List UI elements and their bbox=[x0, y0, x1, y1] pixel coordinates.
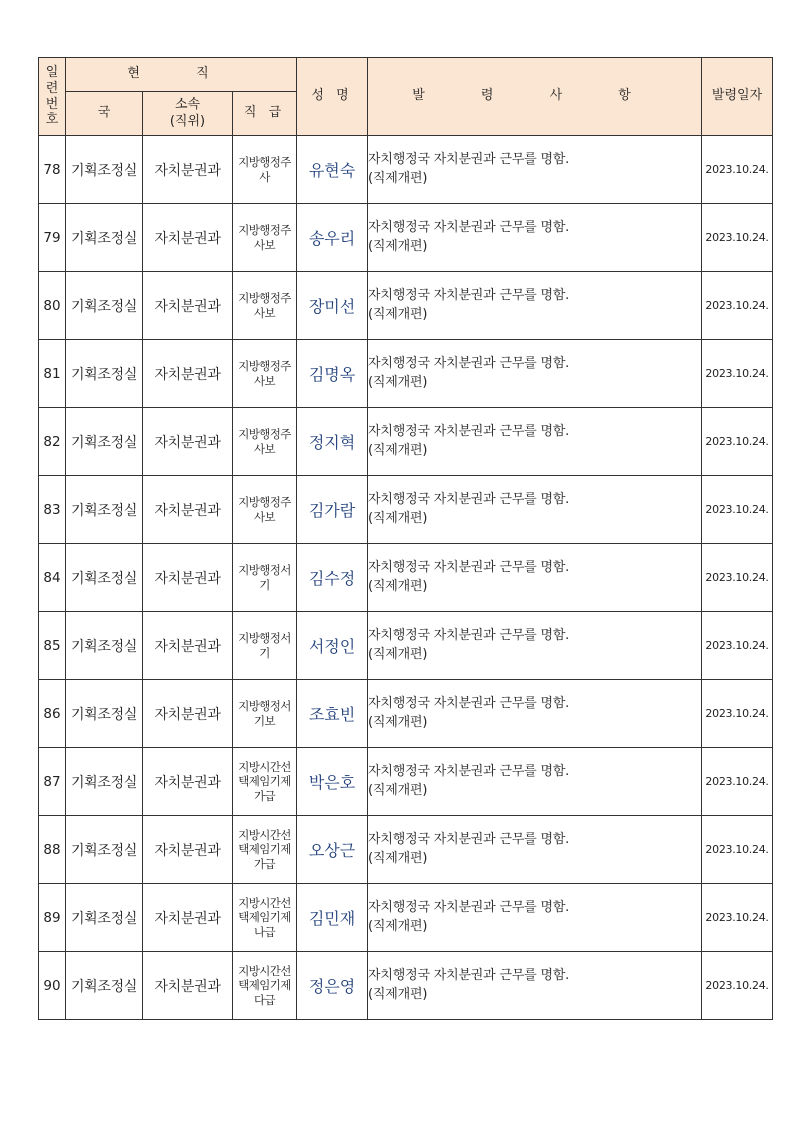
order-text: 자치행정국 자치분권과 근무를 명함. bbox=[368, 491, 570, 507]
row-team: 자치분권과 bbox=[143, 476, 233, 544]
row-order bbox=[368, 952, 702, 1020]
order-note: (직제개편) bbox=[368, 238, 428, 254]
table-row bbox=[39, 204, 773, 272]
row-bureau: 기획조정실 bbox=[66, 544, 143, 612]
row-bureau: 기획조정실 bbox=[66, 748, 143, 816]
row-date: 2023.10.24. bbox=[702, 952, 773, 1020]
row-name: 김민재 bbox=[297, 884, 368, 952]
row-name: 조효빈 bbox=[297, 680, 368, 748]
row-grade: 지방행정주사보 bbox=[233, 272, 297, 340]
row-team: 자치분권과 bbox=[143, 544, 233, 612]
row-team: 자치분권과 bbox=[143, 952, 233, 1020]
table-row bbox=[39, 612, 773, 680]
order-note: (직제개편) bbox=[368, 782, 428, 798]
order-text: 자치행정국 자치분권과 근무를 명함. bbox=[368, 423, 570, 439]
row-order bbox=[368, 544, 702, 612]
row-name: 박은호 bbox=[297, 748, 368, 816]
row-number: 89 bbox=[39, 884, 66, 952]
row-order bbox=[368, 408, 702, 476]
row-number: 88 bbox=[39, 816, 66, 884]
row-bureau: 기획조정실 bbox=[66, 952, 143, 1020]
row-date: 2023.10.24. bbox=[702, 612, 773, 680]
table-row bbox=[39, 340, 773, 408]
order-text: 자치행정국 자치분권과 근무를 명함. bbox=[368, 763, 570, 779]
row-grade: 지방행정서기 bbox=[233, 544, 297, 612]
order-note: (직제개편) bbox=[368, 578, 428, 594]
table-row bbox=[39, 816, 773, 884]
row-date: 2023.10.24. bbox=[702, 680, 773, 748]
row-number: 83 bbox=[39, 476, 66, 544]
order-note: (직제개편) bbox=[368, 918, 428, 934]
serial-number-label: 일련번호 bbox=[45, 65, 59, 128]
row-order bbox=[368, 476, 702, 544]
row-order bbox=[368, 748, 702, 816]
row-number: 80 bbox=[39, 272, 66, 340]
row-bureau: 기획조정실 bbox=[66, 816, 143, 884]
grade-header: 직 급 bbox=[233, 92, 297, 136]
row-team: 자치분권과 bbox=[143, 408, 233, 476]
date-header: 발령일자 bbox=[702, 58, 773, 136]
row-bureau: 기획조정실 bbox=[66, 136, 143, 204]
row-name: 정은영 bbox=[297, 952, 368, 1020]
table-row bbox=[39, 476, 773, 544]
row-bureau: 기획조정실 bbox=[66, 680, 143, 748]
row-name: 김명옥 bbox=[297, 340, 368, 408]
row-team: 자치분권과 bbox=[143, 748, 233, 816]
row-grade: 지방시간선택제임기제다급 bbox=[233, 952, 297, 1020]
order-note: (직제개편) bbox=[368, 170, 428, 186]
order-note: (직제개편) bbox=[368, 646, 428, 662]
table-body bbox=[39, 136, 773, 1020]
order-note: (직제개편) bbox=[368, 714, 428, 730]
row-date: 2023.10.24. bbox=[702, 408, 773, 476]
row-order bbox=[368, 204, 702, 272]
row-bureau: 기획조정실 bbox=[66, 204, 143, 272]
row-order bbox=[368, 680, 702, 748]
row-team: 자치분권과 bbox=[143, 340, 233, 408]
row-date: 2023.10.24. bbox=[702, 476, 773, 544]
row-bureau: 기획조정실 bbox=[66, 476, 143, 544]
row-grade: 지방시간선택제임기제가급 bbox=[233, 816, 297, 884]
row-number: 84 bbox=[39, 544, 66, 612]
order-note: (직제개편) bbox=[368, 850, 428, 866]
personnel-order-table bbox=[38, 57, 773, 1020]
row-bureau: 기획조정실 bbox=[66, 884, 143, 952]
order-note: (직제개편) bbox=[368, 374, 428, 390]
order-text: 자치행정국 자치분권과 근무를 명함. bbox=[368, 559, 570, 575]
row-number: 90 bbox=[39, 952, 66, 1020]
row-name: 장미선 bbox=[297, 272, 368, 340]
row-order bbox=[368, 884, 702, 952]
row-date: 2023.10.24. bbox=[702, 884, 773, 952]
order-text: 자치행정국 자치분권과 근무를 명함. bbox=[368, 355, 570, 371]
row-name: 정지혁 bbox=[297, 408, 368, 476]
row-number: 78 bbox=[39, 136, 66, 204]
current-post-header: 현 직 bbox=[66, 58, 297, 92]
table-row bbox=[39, 680, 773, 748]
table-row bbox=[39, 748, 773, 816]
row-number: 81 bbox=[39, 340, 66, 408]
row-grade: 지방행정주사보 bbox=[233, 340, 297, 408]
row-team: 자치분권과 bbox=[143, 612, 233, 680]
row-team: 자치분권과 bbox=[143, 680, 233, 748]
row-date: 2023.10.24. bbox=[702, 204, 773, 272]
table-row bbox=[39, 408, 773, 476]
row-order bbox=[368, 136, 702, 204]
row-grade: 지방행정서기보 bbox=[233, 680, 297, 748]
order-text: 자치행정국 자치분권과 근무를 명함. bbox=[368, 219, 570, 235]
row-name: 김수정 bbox=[297, 544, 368, 612]
row-date: 2023.10.24. bbox=[702, 816, 773, 884]
table-row bbox=[39, 884, 773, 952]
row-grade: 지방행정주사보 bbox=[233, 204, 297, 272]
row-date: 2023.10.24. bbox=[702, 748, 773, 816]
affiliation-header: 소속 (직위) bbox=[143, 92, 233, 136]
row-grade: 지방행정서기 bbox=[233, 612, 297, 680]
order-note: (직제개편) bbox=[368, 510, 428, 526]
row-bureau: 기획조정실 bbox=[66, 272, 143, 340]
row-team: 자치분권과 bbox=[143, 136, 233, 204]
order-text: 자치행정국 자치분권과 근무를 명함. bbox=[368, 151, 570, 167]
order-text: 자치행정국 자치분권과 근무를 명함. bbox=[368, 899, 570, 915]
order-text: 자치행정국 자치분권과 근무를 명함. bbox=[368, 695, 570, 711]
table-row bbox=[39, 952, 773, 1020]
row-date: 2023.10.24. bbox=[702, 544, 773, 612]
bureau-header: 국 bbox=[66, 92, 143, 136]
row-grade: 지방시간선택제임기제나급 bbox=[233, 884, 297, 952]
row-order bbox=[368, 340, 702, 408]
row-name: 서정인 bbox=[297, 612, 368, 680]
row-name: 송우리 bbox=[297, 204, 368, 272]
row-team: 자치분권과 bbox=[143, 272, 233, 340]
row-grade: 지방행정주사보 bbox=[233, 476, 297, 544]
table-row bbox=[39, 544, 773, 612]
row-bureau: 기획조정실 bbox=[66, 340, 143, 408]
row-team: 자치분권과 bbox=[143, 884, 233, 952]
row-number: 85 bbox=[39, 612, 66, 680]
table-row bbox=[39, 272, 773, 340]
row-order bbox=[368, 612, 702, 680]
row-team: 자치분권과 bbox=[143, 204, 233, 272]
serial-number-header bbox=[39, 58, 66, 136]
row-number: 86 bbox=[39, 680, 66, 748]
table-row bbox=[39, 136, 773, 204]
row-order bbox=[368, 272, 702, 340]
row-name: 김가람 bbox=[297, 476, 368, 544]
order-text: 자치행정국 자치분권과 근무를 명함. bbox=[368, 287, 570, 303]
row-number: 79 bbox=[39, 204, 66, 272]
row-date: 2023.10.24. bbox=[702, 340, 773, 408]
row-bureau: 기획조정실 bbox=[66, 612, 143, 680]
order-text: 자치행정국 자치분권과 근무를 명함. bbox=[368, 831, 570, 847]
row-number: 87 bbox=[39, 748, 66, 816]
row-bureau: 기획조정실 bbox=[66, 408, 143, 476]
row-name: 유현숙 bbox=[297, 136, 368, 204]
row-order bbox=[368, 816, 702, 884]
order-note: (직제개편) bbox=[368, 306, 428, 322]
row-date: 2023.10.24. bbox=[702, 272, 773, 340]
order-text: 자치행정국 자치분권과 근무를 명함. bbox=[368, 967, 570, 983]
order-note: (직제개편) bbox=[368, 986, 428, 1002]
order-text: 자치행정국 자치분권과 근무를 명함. bbox=[368, 627, 570, 643]
name-header: 성 명 bbox=[297, 58, 368, 136]
order-note: (직제개편) bbox=[368, 442, 428, 458]
row-date: 2023.10.24. bbox=[702, 136, 773, 204]
row-name: 오상근 bbox=[297, 816, 368, 884]
row-grade: 지방행정주사 bbox=[233, 136, 297, 204]
row-number: 82 bbox=[39, 408, 66, 476]
order-header: 발 령 사 항 bbox=[368, 58, 702, 136]
row-team: 자치분권과 bbox=[143, 816, 233, 884]
row-grade: 지방행정주사보 bbox=[233, 408, 297, 476]
row-grade: 지방시간선택제임기제가급 bbox=[233, 748, 297, 816]
